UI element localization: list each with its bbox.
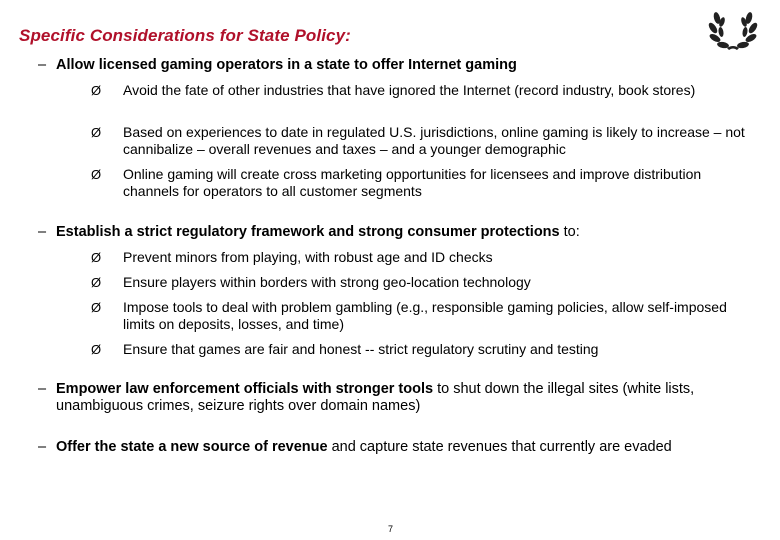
bullet-text: Prevent minors from playing, with robust age and ID checks [123,249,493,265]
bullet-text: Avoid the fate of other industries that have ignored the Internet (record industry, book stores) [123,82,696,98]
section-1-bullet-1 [91,82,751,99]
arrow-bullet-icon: Ø [91,83,102,98]
page-number: 7 [388,524,394,534]
arrow-bullet-icon: Ø [91,300,102,315]
section-3-text: to shut down the illegal sites (white lists, unambiguous crimes, seizure rights over domain names) [56,381,695,414]
section-4-heading: Offer the state a new source of revenue [56,439,328,455]
dash-marker: – [38,57,47,73]
section-1-bullet-2 [91,124,751,158]
section-2-bullet-3 [91,299,751,333]
section-1 [38,57,768,74]
section-3-heading: Empower law enforcement officials with stronger tools [56,381,434,397]
laurel-wreath-icon [703,10,763,52]
section-1-bullet-3 [91,166,751,200]
arrow-bullet-icon: Ø [91,250,102,265]
section-2-bullet-1 [91,249,751,266]
bullet-text: Online gaming will create cross marketing opportunities for licensees and improve distribution channels for operators to all customer segments [123,166,702,199]
bullet-text: Ensure that games are fair and honest -- strict regulatory scrutiny and testing [123,341,599,357]
dash-marker: – [38,439,47,455]
section-2-heading: Establish a strict regulatory framework and strong consumer protections [56,224,560,240]
arrow-bullet-icon: Ø [91,342,102,357]
section-2-bullet-4 [91,341,751,358]
dash-marker: – [38,381,47,397]
section-3 [38,381,768,415]
section-1-heading: Allow licensed gaming operators in a state to offer Internet gaming [56,57,517,73]
arrow-bullet-icon: Ø [91,125,102,140]
bullet-text: Based on experiences to date in regulated U.S. jurisdictions, online gaming is likely to increase – not cannibalize – overall revenues and taxes – and a younger demographic [123,124,745,157]
page-title: Specific Considerations for State Policy: [19,26,351,45]
section-4-text: and capture state revenues that currently are evaded [327,439,672,455]
section-2-text: to: [559,224,580,240]
bullet-text: Ensure players within borders with strong geo-location technology [123,274,531,290]
bullet-text: Impose tools to deal with problem gambling (e.g., responsible gaming policies, allow self-imposed limits on deposits, losses, and time) [123,299,727,332]
section-2 [38,224,768,241]
arrow-bullet-icon: Ø [91,167,102,182]
section-2-bullet-2 [91,274,751,291]
section-4 [38,439,768,456]
arrow-bullet-icon: Ø [91,275,102,290]
dash-marker: – [38,224,47,240]
